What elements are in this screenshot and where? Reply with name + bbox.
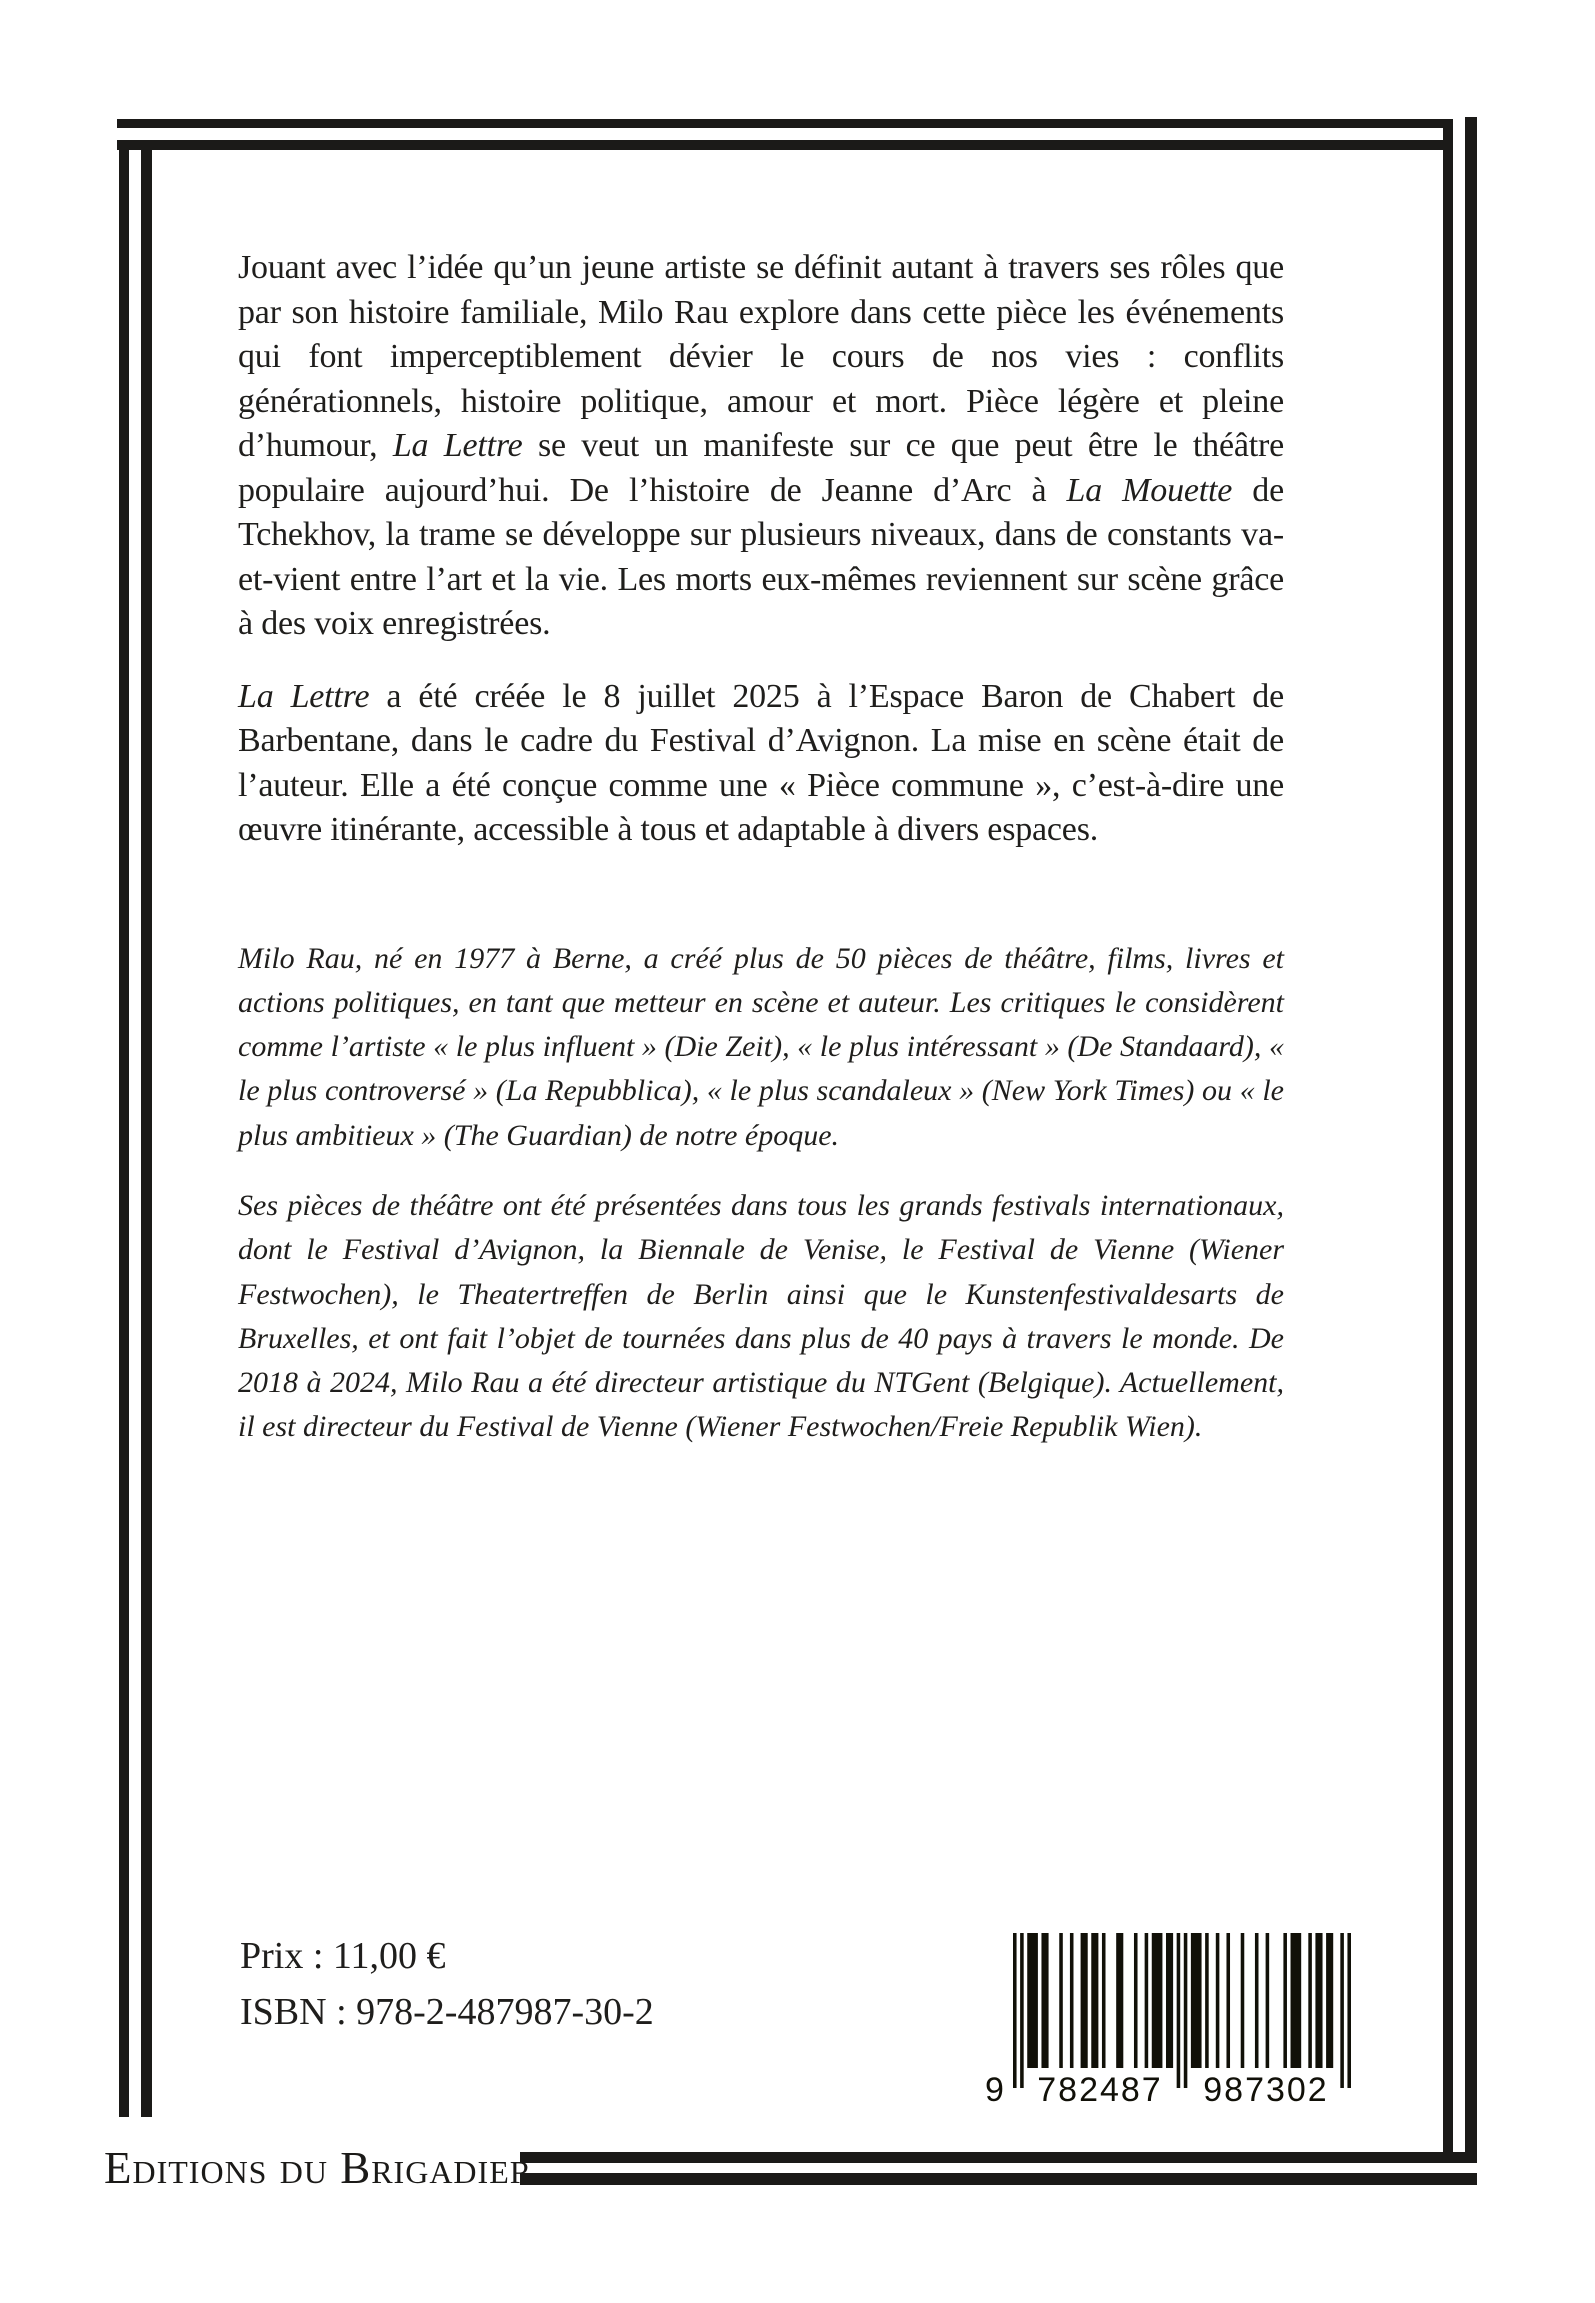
frame-top-inner-rule (117, 140, 1453, 150)
frame-bottom-rule-1 (520, 2152, 1477, 2163)
frame-top-outer-rule (117, 119, 1452, 128)
isbn-label: ISBN : 978-2-487987-30-2 (240, 1991, 654, 2033)
barcode-digit-lead: 9 (985, 2071, 1006, 2109)
text-column (238, 246, 1284, 1476)
frame-bottom-rule-2 (520, 2173, 1477, 2185)
barcode-digit-group-1: 782487 (1037, 2071, 1163, 2109)
barcode (985, 1933, 1351, 2108)
frame-right-outer-rule (1465, 117, 1477, 2152)
frame-left-inner-rule (141, 140, 152, 2117)
bio-paragraph-1: Milo Rau, né en 1977 à Berne, a créé plus de 50 pièces de théâtre, films, livres et actions politiques, en tant que metteur en scène et auteur. Les critiques le considèrent comme l’artiste « le plus influent » (Die Zeit), « le plus intéressant » (De Standaard), « le plus controversé » (La Repubblica), « le plus scandaleux » (New York Times) ou « le plus ambitieux » (The Guardian) de notre époque. (238, 941, 1284, 1152)
synopsis-paragraph-2: La Lettre a été créée le 8 juillet 2025 à l’Espace Baron de Chabert de Barbentane, dans le cadre du Festival d’Avignon. La mise en scène était de l’auteur. Elle a été conçue comme une « Pièce commune », c’est-à-dire une œuvre itinérante, accessible à tous et adaptable à divers espaces. (238, 677, 1284, 848)
frame-left-outer-rule (119, 140, 129, 2117)
pricing-block (240, 1928, 654, 2040)
bio-paragraph-2: Ses pièces de théâtre ont été présentées dans tous les grands festivals internationaux, dont le Festival d’Avignon, la Biennale de Venise, le Festival de Vienne (Wiener Festwochen), le Theatertreffen de Berlin ainsi que le Kunstenfestivaldesarts de Bruxelles, et ont fait l’objet de tournées dans plus de 40 pays à travers le monde. De 2018 à 2024, Milo Rau a été directeur artistique du NTGent (Belgique). Actuellement, il est directeur du Festival de Vienne (Wiener Festwochen/Freie Republik Wien). (238, 1188, 1284, 1444)
synopsis-paragraph-1: Jouant avec l’idée qu’un jeune artiste se définit autant à travers ses rôles que par son histoire familiale, Milo Rau explore dans cette pièce les événements qui font imperceptiblement dévier le cours de nos vies : conflits générationnels, histoire politique, amour et mort. Pièce légère et pleine d’humour, La Lettre se veut un manifeste sur ce que peut être le théâtre populaire aujourd’hui. De l’histoire de Jeanne d’Arc à La Mouette de Tchekhov, la trame se développe sur plusieurs niveaux, dans de constants va-et-vient entre l’art et la vie. Les morts eux-mêmes reviennent sur scène grâce à des voix enregistrées. (238, 249, 1285, 642)
barcode-bars-image (1013, 1933, 1351, 2088)
frame-right-inner-rule (1443, 119, 1453, 2152)
price-label: Prix : 11,00 € (240, 1935, 446, 1977)
publisher-name: Editions du Brigadier (104, 2143, 533, 2193)
barcode-digit-group-2: 987302 (1203, 2071, 1329, 2109)
